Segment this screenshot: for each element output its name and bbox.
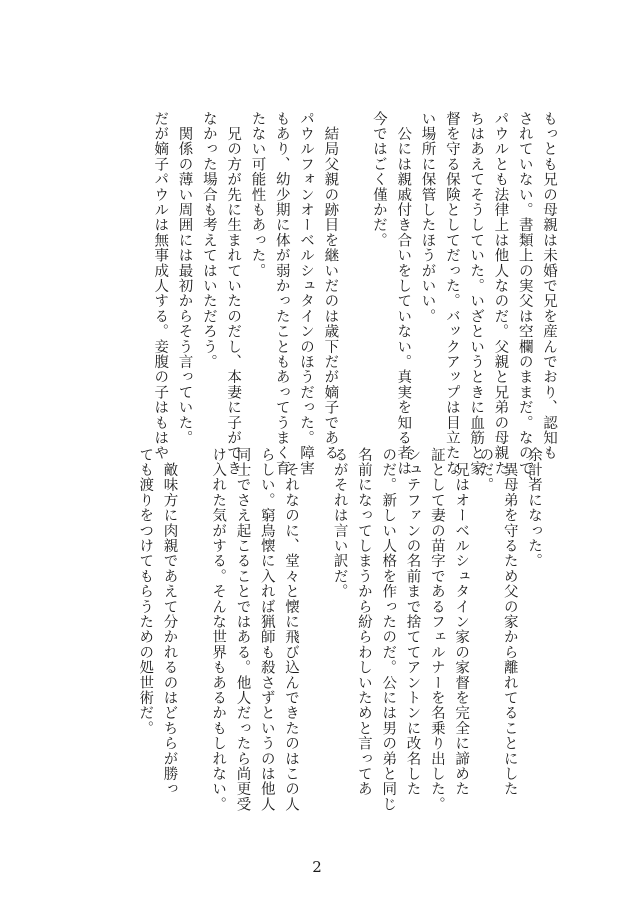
text-line: もあり、幼少期に体が弱かったこともあってうまく育 bbox=[273, 111, 290, 476]
text-line: ちはあえてそうしていた。いざというときに血筋と家 bbox=[468, 111, 485, 476]
text-line: のだ。 bbox=[477, 447, 494, 493]
text-line: 名前になってしまうから紛らわしいためと言ってあ bbox=[355, 447, 372, 797]
page-number: 2 bbox=[312, 858, 322, 876]
text-line: 公には親戚付き合いをしていない。真実を知る者は bbox=[395, 111, 412, 476]
text-line: シュテファンの名前まで捨ててアントンに改名した bbox=[404, 447, 421, 797]
text-line: るがそれは言い訳だ。 bbox=[331, 447, 348, 599]
text-line: 兄はオーベルシュタイン家の家督を完全に諦めた bbox=[453, 447, 470, 797]
text-line: 督を守る保険としてだった。バックアップは目立たな bbox=[443, 111, 460, 476]
text-line: ても渡りをつけてもらうための処世術だ。 bbox=[137, 447, 154, 736]
blank-line bbox=[342, 111, 366, 431]
text-line: なかった場合も考えてはいただろう。 bbox=[200, 111, 217, 370]
text-line: 同士でさえ起こることではある。他人だったら尚更受 bbox=[234, 447, 251, 812]
text-line: け入れた気がする。そんな世界もあるかもしれない。 bbox=[210, 447, 227, 812]
text-line: それなのに、堂々と懐に飛び込んできたのはこの人 bbox=[283, 447, 300, 812]
text-line: い場所に保管したほうがいい。 bbox=[419, 111, 436, 324]
text-line: のだ。新しい人格を作ったのだ。公には男の弟と同じ bbox=[380, 447, 397, 812]
text-line: 結局父親の跡目を継いだのは歳下だが嫡子である bbox=[322, 111, 339, 461]
blank-line bbox=[303, 447, 327, 752]
text-block-bottom bbox=[133, 447, 546, 812]
text-line: 関係の薄い周囲には最初からそう言っていた。 bbox=[176, 111, 193, 446]
text-block-top bbox=[148, 111, 561, 491]
text-line: 異母弟を守るため父の家から離れてることにした bbox=[501, 447, 518, 797]
text-line: 兄の方が先に生まれていたのだし、本妻に子ができ bbox=[225, 111, 242, 476]
text-line: 敵味方に肉親であえて分かれるのはどちらが勝っ bbox=[161, 447, 178, 797]
text-line: 余計者になった。 bbox=[526, 447, 542, 569]
text-line: 今ではごく僅かだ。 bbox=[370, 111, 387, 248]
text-line: 証として妻の苗字であるフェルナーを名乗り出した。 bbox=[428, 447, 445, 812]
blank-line bbox=[182, 447, 206, 752]
text-line: されていない。書類上の実父は空欄のままだ。なので、 bbox=[516, 111, 533, 491]
text-line: もっとも兄の母親は未婚で兄を産んでおり、認知も bbox=[541, 111, 557, 461]
text-line: らしい。窮鳥懐に入れば猟師も殺さずというのは他人 bbox=[258, 447, 275, 812]
text-line: だが嫡子パウルは無事成人する。妾腹の子はもはや bbox=[152, 111, 169, 461]
text-line: パウルとも法律上は他人なのだ。父親と兄弟の母親た bbox=[492, 111, 509, 476]
text-line: パウルフォンオーベルシュタインのほうだった。障害 bbox=[298, 111, 315, 476]
text-line: たない可能性もあった。 bbox=[249, 111, 266, 279]
